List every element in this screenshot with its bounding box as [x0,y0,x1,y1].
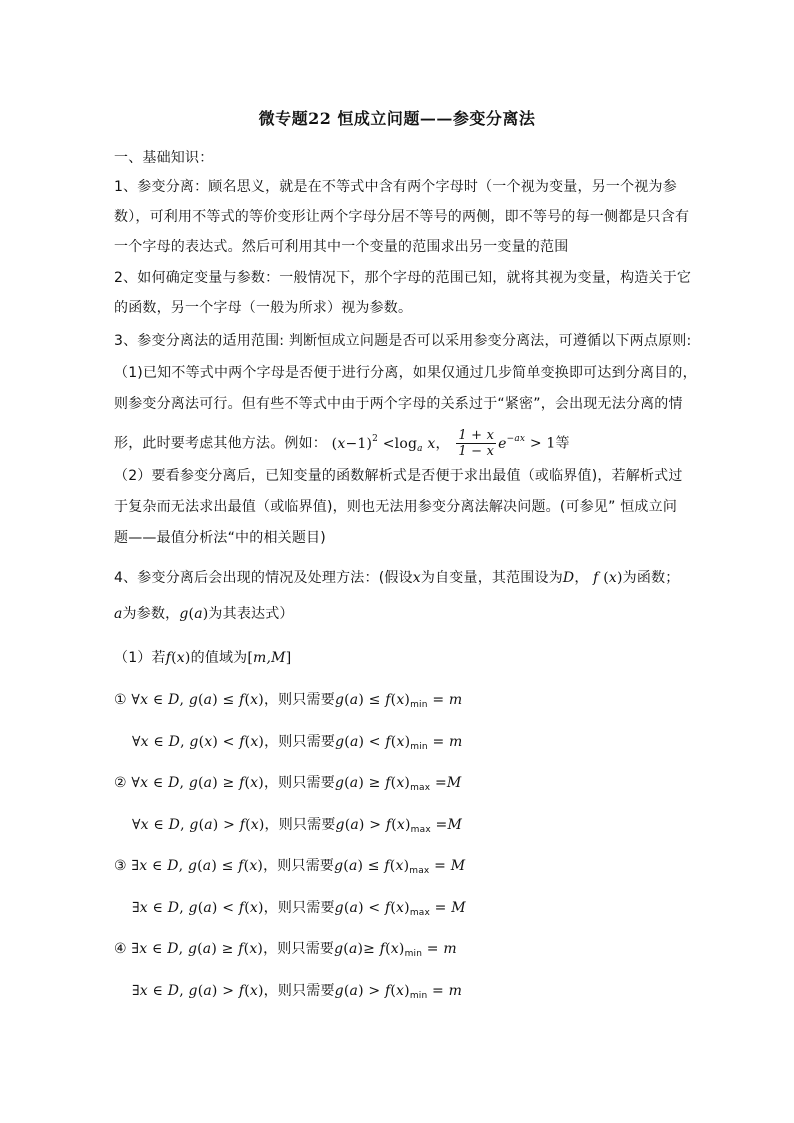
paragraph-line: 2、如何确定变量与参数：一般情况下，那个字母的范围已知，就将其视为变量，构造关于它 [114,270,692,286]
rule-text: ，则只需要 [263,775,335,791]
circled-marker: ③ [114,858,127,874]
formula-exponential: $e^{-ax}$ [498,433,526,452]
page-title: 微专题22 恒成立问题——参变分离法 [258,109,536,128]
rule-line: ∀x ∈ D, g(a) > f(x)，则只需要$g(a) > f(x)_{max} =M$ [132,817,463,835]
rule-text: ，则只需要 [263,858,335,874]
p4-text: ， [574,570,589,586]
section-heading: 一、基础知识： [114,150,214,166]
formula-fraction: $\frac{1 + x}{1 - x}$ [458,428,495,459]
rule-text: ，则只需要 [264,734,336,750]
case-text: （1）若 [114,650,166,666]
p4-text: 为函数； [622,570,680,586]
case-heading: （1）若f(x)的值域为[m,M] [114,650,292,666]
rule-line: ∀x ∈ D, g(x) < f(x)，则只需要$g(a) < f(x)_{min} = m$ [132,734,463,752]
p4-text: 为参数， [122,606,180,622]
example-suffix: 等 [555,435,570,452]
rule-line: ④ ∃x ∈ D, g(a) ≥ f(x)，则只需要$g(a)\ge f(x)_{min} = m$ [114,941,457,959]
rule-line: ∃x ∈ D, g(a) < f(x)，则只需要$g(a) < f(x)_{max} = M$ [132,900,466,918]
circled-marker: ① [114,692,127,708]
paragraph-line: 1、参变分离：顾名思义，就是在不等式中含有两个字母时（一个视为变量，另一个视为参 [114,179,677,195]
rule-line: ① ∀x ∈ D, g(a) ≤ f(x)，则只需要$g(a) \le f(x)_{min} = m$ [114,692,463,710]
paragraph-line: 题——最值分析法“中的相关题目) [114,530,326,546]
paragraph-line: 3、参变分离法的适用范围: 判断恒成立问题是否可以采用参变分离法，可遵循以下两点原则: [114,333,692,349]
p4-text: 为其表达式） [208,606,294,622]
example-prefix: 形，此时要考虑其他方法。例如： [114,435,327,452]
paragraph-line: 则参变分离法可行。但有些不等式中由于两个字母的关系过于“紧密”，会出现无法分离的情 [114,396,683,412]
paragraph-line: 一个字母的表达式。然后可利用其中一个变量的范围求出另一变量的范围 [114,239,569,255]
rule-text: ，则只需要 [263,900,335,916]
example-line: 形，此时要考虑其他方法。例如： $(x-1)^2 <\log_a$ x， $\frac{1 + x}{1 - x}$ $e^{-ax} > 1$等 [114,428,570,459]
paragraph-line: 于复杂而无法求出最值（或临界值)，则也无法用参变分离法解决问题。(可参见” 恒成立问 [114,499,678,515]
case-text: 的值域为 [190,650,248,666]
paragraph-line: （2）要看参变分离后，已知变量的函数解析式是否便于求出最值（或临界值)，若解析式过 [114,468,683,484]
circled-marker: ④ [114,941,127,957]
p4-text: 为自变量，其范围设为 [420,570,563,586]
paragraph-line: a为参数，g(a)为其表达式） [114,606,294,622]
rule-line: ∃x ∈ D, g(a) > f(x)，则只需要$g(a) > f(x)_{min} = m$ [132,983,463,1001]
rule-text: ，则只需要 [263,941,335,957]
paragraph-line: 数），可利用不等式的等价变形让两个字母分居不等号的两侧，即不等号的每一侧都是只含有 [114,209,690,225]
p4-text: 4、参变分离后会出现的情况及处理方法：(假设 [114,570,413,586]
rule-line: ③ ∃x ∈ D, g(a) ≤ f(x)，则只需要$g(a) \le f(x)_{max} = M$ [114,858,466,876]
paragraph-line: 4、参变分离后会出现的情况及处理方法：(假设x为自变量，其范围设为D， f (x)为函数； [114,570,680,586]
circled-marker: ② [114,775,127,791]
paragraph-line: （1)已知不等式中两个字母是否便于进行分离，如果仅通过几步简单变换即可达到分离目的， [114,365,697,381]
rule-line: ② ∀x ∈ D, g(a) ≥ f(x)，则只需要$g(a) \ge f(x)_{max} =M$ [114,775,462,793]
rule-text: ，则只需要 [264,817,336,833]
paragraph-line: 的函数，另一个字母（一般为所求）视为参数。 [114,300,413,316]
rule-text: ，则只需要 [263,983,335,999]
rule-text: ，则只需要 [263,692,335,708]
formula-log-inequality: $(x-1)^2 <\log_a$ x， [331,433,450,454]
